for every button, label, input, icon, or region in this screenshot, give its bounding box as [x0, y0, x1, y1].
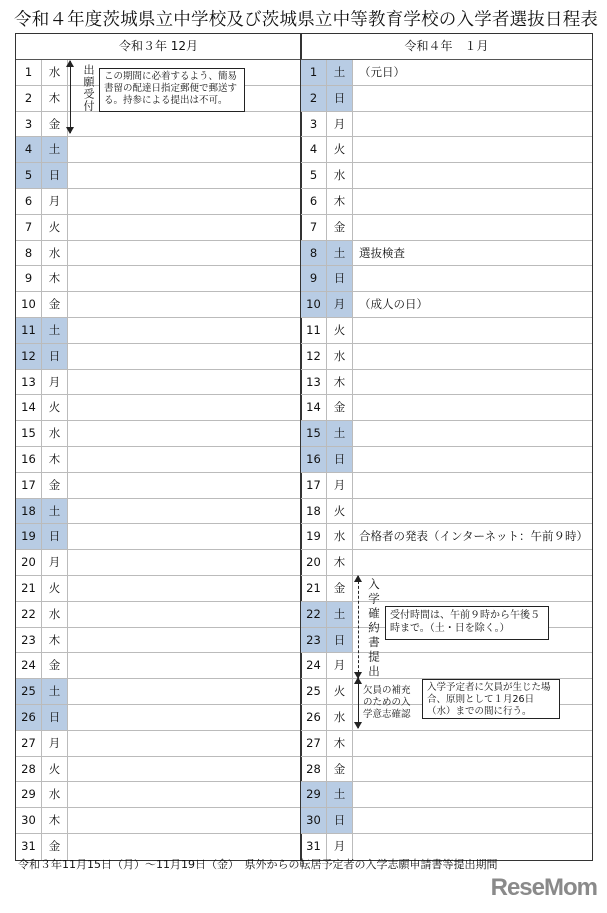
- day-number: 17: [16, 473, 42, 498]
- event-note: [353, 808, 359, 833]
- table-row: [301, 576, 592, 602]
- day-number: 9: [301, 266, 327, 291]
- weekday: 水: [42, 782, 68, 807]
- event-note: [353, 550, 359, 575]
- day-number: 2: [301, 86, 327, 111]
- event-note: [68, 550, 74, 575]
- weekday: 土: [42, 499, 68, 524]
- day-number: 31: [301, 834, 327, 860]
- event-note: [68, 189, 74, 214]
- day-number: 7: [16, 215, 42, 240]
- weekday: 金: [327, 757, 353, 782]
- table-row: [301, 731, 592, 757]
- day-number: 13: [16, 370, 42, 395]
- weekday: 金: [327, 215, 353, 240]
- weekday: 木: [42, 266, 68, 291]
- weekday: 木: [42, 628, 68, 653]
- event-note: [68, 395, 74, 420]
- day-number: 31: [16, 834, 42, 860]
- application-period-arrow: [70, 61, 71, 133]
- weekday: 金: [42, 834, 68, 860]
- weekday: 月: [42, 370, 68, 395]
- day-number: 19: [16, 524, 42, 549]
- confirmation-label: 入学確約書提出: [367, 578, 381, 680]
- table-row: [301, 653, 592, 679]
- day-number: 5: [301, 163, 327, 188]
- day-number: 2: [16, 86, 42, 111]
- day-number: 16: [16, 447, 42, 472]
- application-label: 出願受付: [82, 64, 95, 112]
- event-note: [353, 370, 359, 395]
- day-number: 25: [301, 679, 327, 704]
- table-row: [16, 653, 301, 679]
- event-note: [68, 602, 74, 627]
- table-row: [301, 447, 592, 473]
- table-row: [301, 757, 592, 783]
- table-row: [16, 499, 301, 525]
- event-note: [353, 266, 359, 291]
- day-number: 15: [16, 421, 42, 446]
- day-number: 6: [301, 189, 327, 214]
- event-note: [68, 757, 74, 782]
- weekday: 木: [327, 189, 353, 214]
- day-number: 10: [301, 292, 327, 317]
- table-row: [301, 473, 592, 499]
- event-note: [353, 318, 359, 343]
- table-row: [301, 395, 592, 421]
- day-number: 14: [301, 395, 327, 420]
- weekday: 日: [42, 163, 68, 188]
- event-note: [68, 137, 74, 162]
- table-row: [301, 60, 592, 86]
- weekday: 金: [42, 292, 68, 317]
- day-number: 18: [301, 499, 327, 524]
- vacancy-period-arrow: [358, 678, 359, 728]
- table-row: [16, 524, 301, 550]
- table-row: [301, 189, 592, 215]
- day-number: 21: [301, 576, 327, 601]
- event-note: [68, 628, 74, 653]
- weekday: 日: [327, 447, 353, 472]
- january-header: 令和４年 １月: [301, 34, 592, 60]
- day-number: 11: [301, 318, 327, 343]
- event-note: [353, 137, 359, 162]
- weekday: 土: [42, 137, 68, 162]
- day-number: 1: [301, 60, 327, 85]
- day-number: 30: [16, 808, 42, 833]
- table-row: [16, 808, 301, 834]
- day-number: 21: [16, 576, 42, 601]
- day-number: 6: [16, 189, 42, 214]
- table-row: [301, 370, 592, 396]
- day-number: 15: [301, 421, 327, 446]
- event-note: [68, 86, 74, 111]
- weekday: 水: [327, 163, 353, 188]
- event-note: [68, 473, 74, 498]
- confirmation-period-arrow: [358, 576, 359, 678]
- weekday: 水: [327, 344, 353, 369]
- event-note: [68, 318, 74, 343]
- table-row: [16, 344, 301, 370]
- event-note: [68, 808, 74, 833]
- day-number: 27: [16, 731, 42, 756]
- weekday: 金: [327, 576, 353, 601]
- table-row: [301, 524, 592, 550]
- weekday: 日: [327, 266, 353, 291]
- weekday: 金: [42, 112, 68, 137]
- event-note: （元日）: [359, 65, 405, 79]
- day-number: 4: [301, 137, 327, 162]
- weekday: 水: [327, 524, 353, 549]
- day-number: 3: [16, 112, 42, 137]
- december-header: 令和３年 12月: [16, 34, 301, 60]
- weekday: 月: [42, 550, 68, 575]
- weekday: 土: [42, 318, 68, 343]
- weekday: 月: [327, 112, 353, 137]
- table-row: [301, 808, 592, 834]
- page-title: 令和４年度茨城県立中学校及び茨城県立中等教育学校の入学者選抜日程表: [14, 10, 599, 30]
- table-row: [16, 550, 301, 576]
- table-row: [16, 137, 301, 163]
- table-row: [16, 602, 301, 628]
- weekday: 火: [42, 757, 68, 782]
- day-number: 28: [16, 757, 42, 782]
- confirmation-note: 受付時間は、午前９時から午後５時まで。（土・日を除く。）: [385, 606, 549, 640]
- day-number: 5: [16, 163, 42, 188]
- vacancy-label: 欠員の補充のための入学意志確認: [363, 685, 411, 720]
- weekday: 木: [327, 731, 353, 756]
- weekday: 日: [42, 705, 68, 730]
- day-number: 25: [16, 679, 42, 704]
- weekday: 火: [327, 137, 353, 162]
- table-row: [301, 163, 592, 189]
- weekday: 日: [42, 524, 68, 549]
- weekday: 土: [327, 782, 353, 807]
- event-note: [68, 292, 74, 317]
- day-number: 19: [301, 524, 327, 549]
- january-table: [300, 33, 593, 861]
- weekday: 木: [42, 86, 68, 111]
- weekday: 土: [327, 421, 353, 446]
- event-note: [68, 782, 74, 807]
- table-row: [16, 163, 301, 189]
- event-note: [68, 524, 74, 549]
- weekday: 木: [42, 808, 68, 833]
- weekday: 木: [42, 447, 68, 472]
- table-row: [16, 628, 301, 654]
- weekday: 金: [42, 473, 68, 498]
- weekday: 月: [327, 473, 353, 498]
- table-row: [16, 395, 301, 421]
- weekday: 木: [327, 370, 353, 395]
- table-row: [301, 137, 592, 163]
- table-row: [16, 705, 301, 731]
- event-note: [353, 421, 359, 446]
- day-number: 26: [301, 705, 327, 730]
- weekday: 日: [327, 628, 353, 653]
- table-row: [16, 292, 301, 318]
- day-number: 27: [301, 731, 327, 756]
- table-row: [301, 499, 592, 525]
- day-number: 9: [16, 266, 42, 291]
- table-row: [16, 215, 301, 241]
- weekday: 火: [327, 318, 353, 343]
- event-note: [68, 215, 74, 240]
- weekday: 日: [42, 344, 68, 369]
- table-row: [16, 782, 301, 808]
- day-number: 8: [301, 241, 327, 266]
- table-row: [301, 292, 592, 318]
- weekday: 土: [327, 602, 353, 627]
- weekday: 水: [327, 705, 353, 730]
- weekday: 水: [42, 602, 68, 627]
- event-note: [353, 215, 359, 240]
- event-note: [353, 782, 359, 807]
- event-note: [353, 86, 359, 111]
- event-note: [68, 576, 74, 601]
- day-number: 29: [16, 782, 42, 807]
- day-number: 16: [301, 447, 327, 472]
- table-row: [16, 473, 301, 499]
- day-number: 28: [301, 757, 327, 782]
- weekday: 木: [327, 550, 353, 575]
- table-row: [16, 370, 301, 396]
- table-row: [301, 421, 592, 447]
- day-number: 8: [16, 241, 42, 266]
- table-row: [16, 757, 301, 783]
- table-row: [301, 86, 592, 112]
- event-note: [353, 344, 359, 369]
- weekday: 金: [327, 395, 353, 420]
- weekday: 水: [42, 241, 68, 266]
- day-number: 20: [16, 550, 42, 575]
- day-number: 10: [16, 292, 42, 317]
- december-table: [15, 33, 302, 861]
- table-row: [16, 447, 301, 473]
- table-row: [301, 550, 592, 576]
- weekday: 土: [42, 679, 68, 704]
- weekday: 月: [327, 834, 353, 860]
- day-number: 12: [16, 344, 42, 369]
- event-note: 選抜検査: [359, 245, 405, 260]
- day-number: 30: [301, 808, 327, 833]
- day-number: 4: [16, 137, 42, 162]
- application-note: この期間に必着するよう、簡易書留の配達日指定郵便で郵送する。持参による提出は不可。: [99, 68, 245, 112]
- table-row: [301, 112, 592, 138]
- table-row: [16, 421, 301, 447]
- table-row: [16, 731, 301, 757]
- event-note: [353, 447, 359, 472]
- day-number: 1: [16, 60, 42, 85]
- weekday: 日: [327, 86, 353, 111]
- event-note: [68, 163, 74, 188]
- table-row: [16, 241, 301, 267]
- event-note: [353, 473, 359, 498]
- day-number: 3: [301, 112, 327, 137]
- day-number: 18: [16, 499, 42, 524]
- table-row: [301, 782, 592, 808]
- day-number: 12: [301, 344, 327, 369]
- weekday: 金: [42, 653, 68, 678]
- event-note: [68, 653, 74, 678]
- day-number: 24: [16, 653, 42, 678]
- event-note: [353, 112, 359, 137]
- event-note: [353, 731, 359, 756]
- day-number: 22: [301, 602, 327, 627]
- weekday: 月: [42, 189, 68, 214]
- table-row: [301, 241, 592, 267]
- table-row: [16, 576, 301, 602]
- weekday: 水: [42, 421, 68, 446]
- weekday: 火: [327, 499, 353, 524]
- table-row: [301, 266, 592, 292]
- day-number: 29: [301, 782, 327, 807]
- weekday: 日: [327, 808, 353, 833]
- event-note: [353, 395, 359, 420]
- resemom-logo: ReseMom: [490, 874, 597, 901]
- table-row: [301, 318, 592, 344]
- table-row: [301, 215, 592, 241]
- weekday: 土: [327, 60, 353, 85]
- event-note: [353, 163, 359, 188]
- weekday: 月: [327, 653, 353, 678]
- event-note: [68, 499, 74, 524]
- weekday: 火: [327, 679, 353, 704]
- vacancy-note: 入学予定者に欠員が生じた場合、原則として１月26日（水）までの間に行う。: [422, 679, 560, 719]
- event-note: [68, 370, 74, 395]
- day-number: 13: [301, 370, 327, 395]
- event-note: [68, 241, 74, 266]
- event-note: [353, 189, 359, 214]
- table-row: [16, 266, 301, 292]
- event-note: 合格者の発表（インターネット：午前９時）: [359, 529, 588, 544]
- day-number: 23: [301, 628, 327, 653]
- footer-note: 令和３年11月15日（月）～11月19日（金） 県外からの転居予定者の入学志願申請書等提出期間: [18, 858, 498, 871]
- event-note: （成人の日）: [359, 297, 428, 312]
- day-number: 17: [301, 473, 327, 498]
- event-note: [353, 757, 359, 782]
- event-note: [68, 705, 74, 730]
- day-number: 26: [16, 705, 42, 730]
- day-number: 11: [16, 318, 42, 343]
- weekday: 月: [327, 292, 353, 317]
- event-note: [68, 731, 74, 756]
- day-number: 22: [16, 602, 42, 627]
- weekday: 火: [42, 215, 68, 240]
- event-note: [68, 344, 74, 369]
- weekday: 火: [42, 576, 68, 601]
- day-number: 23: [16, 628, 42, 653]
- table-row: [16, 318, 301, 344]
- event-note: [68, 679, 74, 704]
- weekday: 水: [42, 60, 68, 85]
- table-row: [16, 189, 301, 215]
- day-number: 20: [301, 550, 327, 575]
- weekday: 火: [42, 395, 68, 420]
- day-number: 14: [16, 395, 42, 420]
- day-number: 7: [301, 215, 327, 240]
- weekday: 土: [327, 241, 353, 266]
- event-note: [68, 421, 74, 446]
- weekday: 月: [42, 731, 68, 756]
- event-note: [68, 266, 74, 291]
- table-row: [301, 344, 592, 370]
- event-note: [68, 447, 74, 472]
- day-number: 24: [301, 653, 327, 678]
- table-row: [16, 679, 301, 705]
- event-note: [353, 499, 359, 524]
- table-row: [16, 112, 301, 138]
